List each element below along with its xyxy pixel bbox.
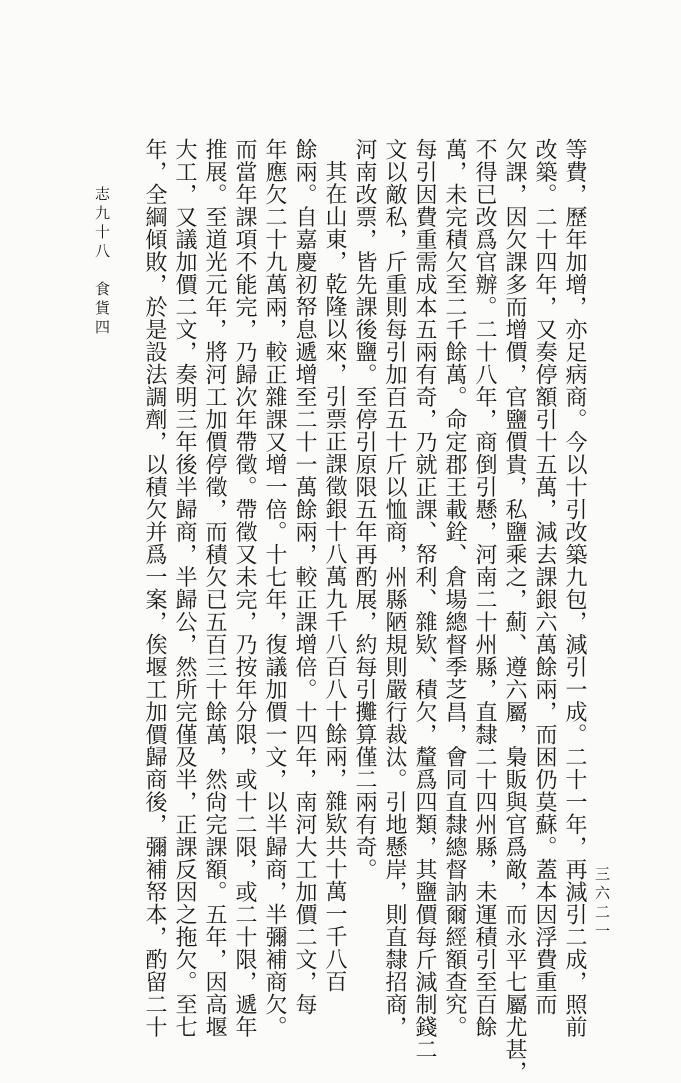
text-column: 年，全綱傾敗，於是設法調劑，以積欠并爲一案，俟堰工加價歸商後，彌補帑本，酌留二十 xyxy=(142,138,167,1038)
running-head: 志九十八 食貨四 xyxy=(93,186,111,338)
text-column: 等費，歷年加增，亦足病商。今以十引改築九包，減引一成。二十一年，再減引二成，照前 xyxy=(562,138,587,1038)
text-column: 大工，又議加價二文，奏明三年後半歸商，半歸公，然所完僅及半，正課反因之拖欠。至七 xyxy=(172,138,197,1038)
text-column: 餘兩。自嘉慶初帑息遞增至二十一萬餘兩，較正課增倍。十四年，南河大工加價二文，每 xyxy=(292,138,317,1016)
text-column: 不得已改爲官辦。二十八年，商倒引懸，河南二十州縣，直隸二十四州縣，未運積引至百餘 xyxy=(472,138,497,1038)
text-column: 萬，未完積欠至二千餘萬。命定郡王載銓、倉場總督季芝昌，會同直隸總督訥爾經額查究。 xyxy=(442,138,467,1038)
text-column: 年應欠二十九萬兩，較正雜課又增一倍。十七年，復議加價一文，以半歸商，半彌補商欠。 xyxy=(262,138,287,1038)
text-column: 欠課，因欠課多而增價，官鹽價貴，私鹽乘之，薊、遵六屬，梟販與官爲敵，而永平七屬尤甚， xyxy=(502,138,527,1083)
text-column: 改築。二十四年，又奏停額引十五萬，減去課銀六萬餘兩，而困仍莫蘇。蓋本因浮費重而 xyxy=(532,138,557,1016)
text-column: 推展。至道光元年，將河工加價停徵，而積欠已五百三十餘萬，然尙完課額。五年，因高堰 xyxy=(202,138,227,1038)
page-number: 三六二一 xyxy=(593,866,611,942)
text-column: 每引因費重需成本五兩有奇，乃就正課、帑利、雜欵、積欠，釐爲四類，其鹽價每斤減制錢二 xyxy=(412,138,437,1061)
text-column: 而當年課項不能完，乃歸次年帶徵。帶徵又未完，乃按年分限，或十二限，或二十限，遞年 xyxy=(232,138,257,1038)
text-column: 其在山東，乾隆以來，引票正課徵銀十八萬九千八百八十餘兩，雜欵共十萬一千八百 xyxy=(322,160,347,993)
text-column: 文以敵私，斤重則每引加百五十斤以恤商，州縣陋規則嚴行裁汰。引地懸岸，則直隸招商， xyxy=(382,138,407,1038)
text-column: 河南改票，皆先課後鹽。至停引原限五年再酌展，約每引攤算僅二兩有奇。 xyxy=(352,138,377,881)
